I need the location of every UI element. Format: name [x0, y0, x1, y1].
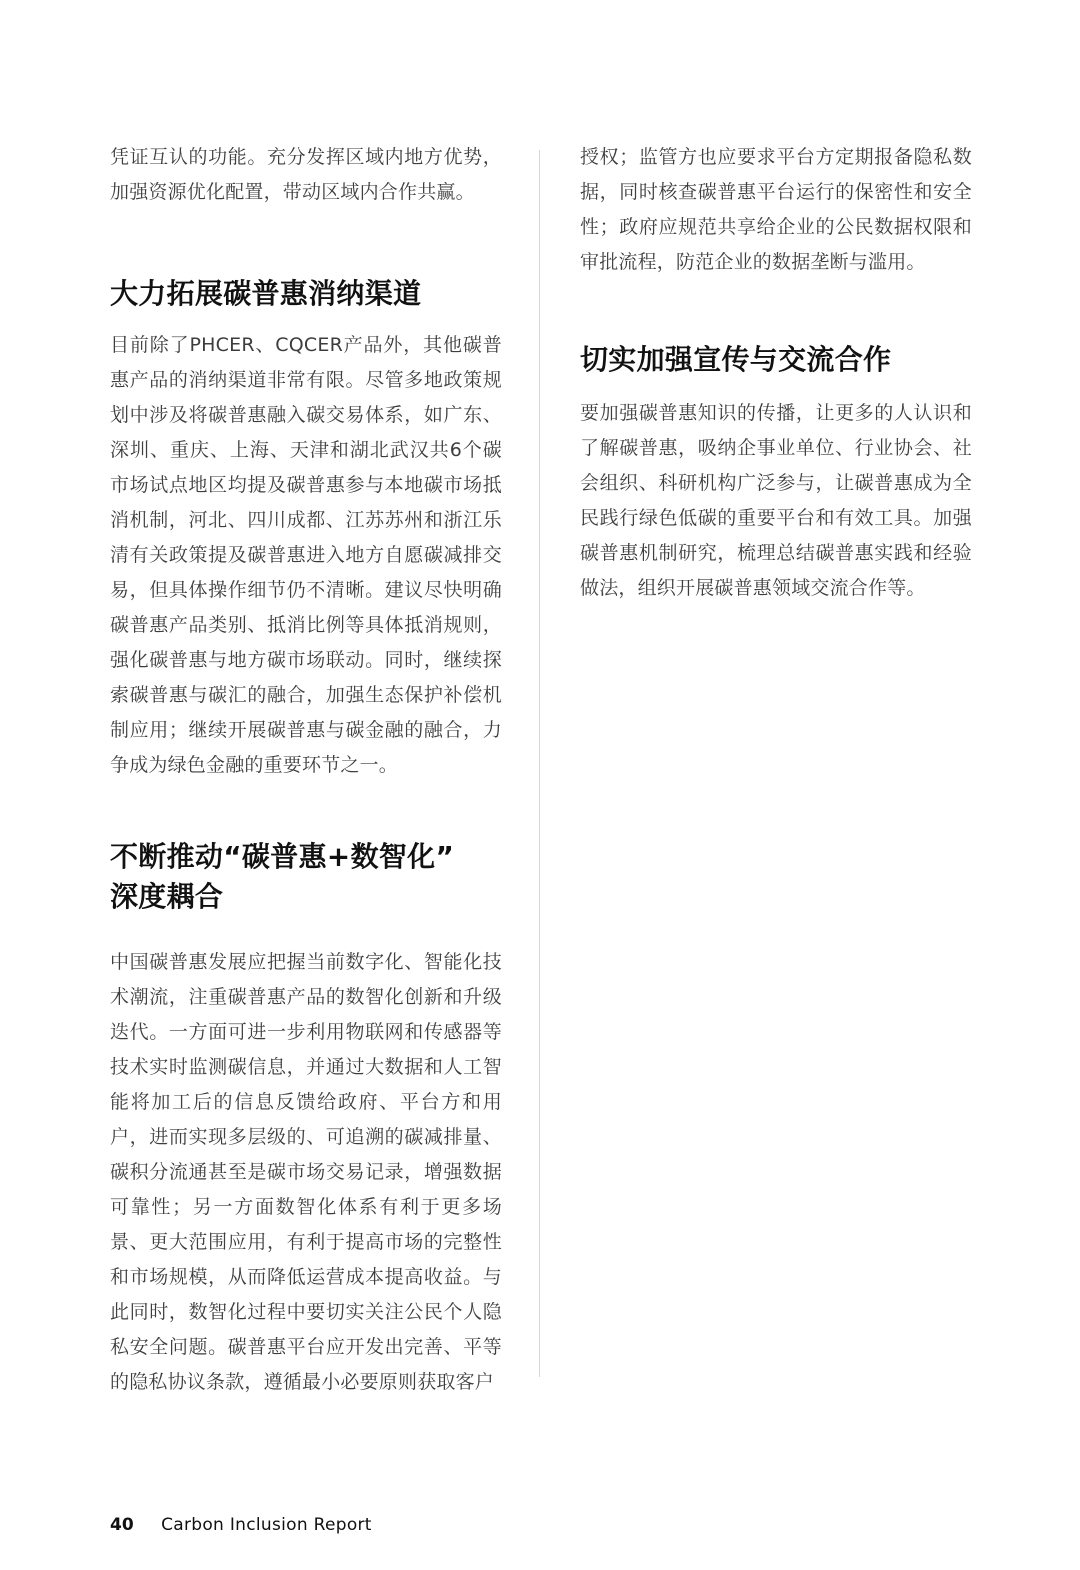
section-heading-digital-line2: 深度耦合 — [110, 880, 224, 913]
right-column — [580, 140, 972, 606]
page-footer — [110, 1512, 372, 1538]
section-body-consumption-channels: 目前除了PHCER、CQCER产品外，其他碳普惠产品的消纳渠道非常有限。尽管多地政策规划中涉及将碳普惠融入碳交易体系，如广东、深圳、重庆、上海、天津和湖北武汉共6个碳市场试点地区均提及碳普惠参与本地碳市场抵消机制，河北、四川成都、江苏苏州和浙江乐清有关政策提及碳普惠进入地方自愿碳减排交易，但具体操作细节仍不清晰。建议尽快明确碳普惠产品类别、抵消比例等具体抵消规则，强化碳普惠与地方碳市场联动。同时，继续探索碳普惠与碳汇的融合，加强生态保护补偿机制应用；继续开展碳普惠与碳金融的融合，力争成为绿色金融的重要环节之一。 — [110, 334, 502, 776]
section-heading-consumption-channels: 大力拓展碳普惠消纳渠道 — [110, 277, 422, 310]
section-heading-digital-line1: 不断推动“碳普惠+数智化” — [110, 840, 455, 873]
section-body-publicity-cooperation: 要加强碳普惠知识的传播，让更多的人认识和了解碳普惠，吸纳企事业单位、行业协会、社会组织、科研机构广泛参与，让碳普惠成为全民践行绿色低碳的重要平台和有效工具。加强碳普惠机制研究，梳理总结碳普惠实践和经验做法，组织开展碳普惠领域交流合作等。 — [580, 402, 972, 599]
right-intro-paragraph: 授权；监管方也应要求平台方定期报备隐私数据，同时核查碳普惠平台运行的保密性和安全性；政府应规范共享给企业的公民数据权限和审批流程，防范企业的数据垄断与滥用。 — [580, 146, 972, 273]
section-heading-digital-intelligence — [110, 837, 502, 917]
section-heading-publicity-cooperation: 切实加强宣传与交流合作 — [580, 343, 892, 376]
report-title: Carbon Inclusion Report — [161, 1515, 372, 1535]
column-divider — [539, 150, 540, 1377]
left-column — [110, 140, 502, 1400]
section-body-digital-intelligence: 中国碳普惠发展应把握当前数字化、智能化技术潮流，注重碳普惠产品的数智化创新和升级迭代。一方面可进一步利用物联网和传感器等技术实时监测碳信息，并通过大数据和人工智能将加工后的信息反馈给政府、平台方和用户，进而实现多层级的、可追溯的碳减排量、碳积分流通甚至是碳市场交易记录，增强数据可靠性；另一方面数智化体系有利于更多场景、更大范围应用，有利于提高市场的完整性和市场规模，从而降低运营成本提高收益。与此同时，数智化过程中要切实关注公民个人隐私安全问题。碳普惠平台应开发出完善、平等的隐私协议条款，遵循最小必要原则获取客户 — [110, 951, 502, 1393]
page-number: 40 — [110, 1515, 134, 1535]
left-intro-paragraph: 凭证互认的功能。充分发挥区域内地方优势，加强资源优化配置，带动区域内合作共赢。 — [110, 146, 502, 203]
